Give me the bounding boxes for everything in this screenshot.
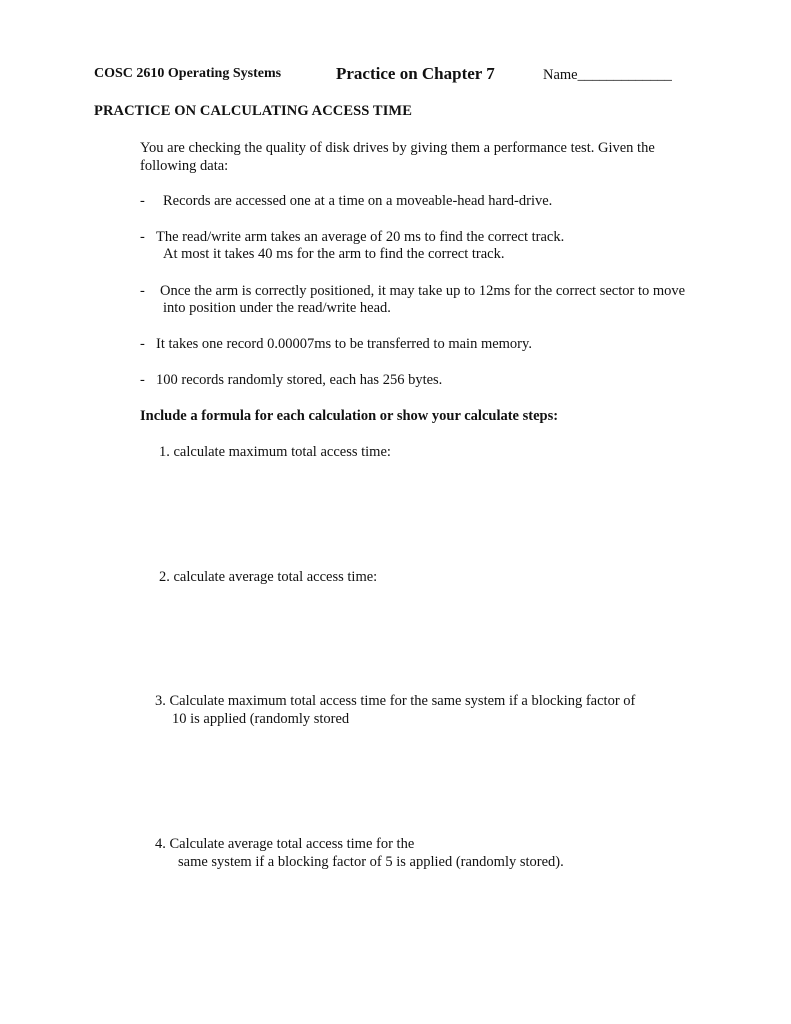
data-point-sector-line-2: into position under the read/write head.: [163, 300, 391, 316]
bullet-dash: -: [140, 193, 145, 209]
question-4-line-1: 4. Calculate average total access time for the: [155, 836, 415, 852]
section-title: PRACTICE ON CALCULATING ACCESS TIME: [94, 103, 412, 119]
question-1: 1. calculate maximum total access time:: [159, 444, 391, 460]
instruction-text: Include a formula for each calculation or show your calculate steps:: [140, 408, 559, 424]
name-field-label: Name_____________: [543, 67, 672, 83]
data-point-arm-average: The read/write arm takes an average of 20 ms to find the correct track.: [156, 229, 565, 245]
chapter-title: Practice on Chapter 7: [336, 64, 495, 83]
data-point-arm-max: At most it takes 40 ms for the arm to find the correct track.: [163, 246, 505, 262]
intro-line-2: following data:: [140, 158, 229, 174]
data-point-records-access: Records are accessed one at a time on a moveable-head hard-drive.: [163, 193, 553, 209]
question-2: 2. calculate average total access time:: [159, 569, 378, 585]
data-point-sector-line-1: Once the arm is correctly positioned, it may take up to 12ms for the correct sector to move: [160, 283, 686, 299]
bullet-dash: -: [140, 336, 145, 352]
bullet-dash: -: [140, 372, 145, 388]
question-3-line-1: 3. Calculate maximum total access time for the same system if a blocking factor of: [155, 693, 636, 709]
question-4-line-2: same system if a blocking factor of 5 is applied (randomly stored).: [178, 854, 564, 870]
question-3-line-2: 10 is applied (randomly stored: [172, 711, 350, 727]
data-point-transfer: It takes one record 0.00007ms to be transferred to main memory.: [156, 336, 532, 352]
course-title: COSC 2610 Operating Systems: [94, 66, 282, 81]
data-point-records-stored: 100 records randomly stored, each has 256 bytes.: [156, 372, 443, 388]
intro-line-1: You are checking the quality of disk drives by giving them a performance test. Given the: [140, 140, 655, 156]
bullet-dash: -: [140, 283, 145, 299]
bullet-dash: -: [140, 229, 145, 245]
